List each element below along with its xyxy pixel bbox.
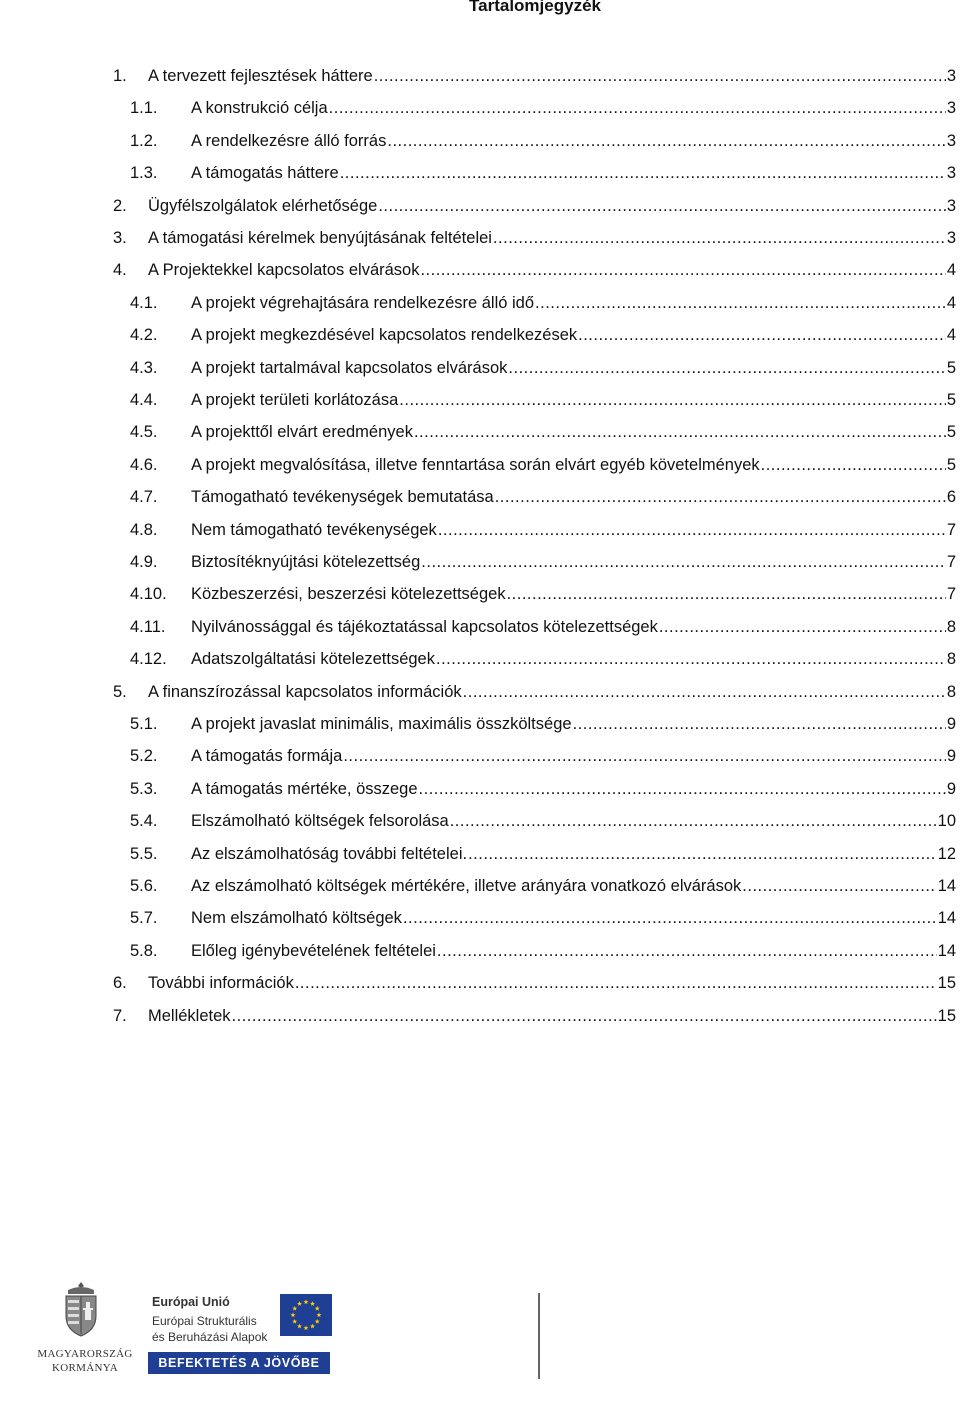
toc-entry-title: Előleg igénybevételének feltételei (191, 941, 436, 960)
toc-entry-page: 15 (937, 1006, 956, 1025)
toc-dot-leader (535, 287, 946, 319)
toc-entry-number: 4.1. (130, 293, 158, 312)
toc-entry[interactable] (0, 319, 960, 351)
toc-entry-title: Az elszámolhatóság további feltételei. (191, 844, 468, 863)
footer-divider (538, 1293, 540, 1379)
toc-entry-title: Nem támogatható tevékenységek (191, 520, 437, 539)
toc-dot-leader (232, 1000, 937, 1032)
toc-entry-body (191, 935, 956, 967)
toc-entry-body (191, 870, 956, 902)
toc-entry-number: 4.11. (130, 617, 166, 636)
toc-entry-title: A projekt megvalósítása, illetve fenntartása során elvárt egyéb követelmények (191, 455, 760, 474)
toc-entry-body (148, 60, 956, 92)
toc-entry-title: További információk (148, 974, 294, 993)
toc-entry[interactable] (0, 740, 960, 772)
toc-dot-leader (450, 805, 937, 837)
toc-entry[interactable] (0, 352, 960, 384)
toc-entry-number: 4.9. (130, 553, 158, 571)
toc-entry-body (191, 481, 956, 513)
government-name-line1: MAGYARORSZÁG (37, 1348, 133, 1360)
footer-logos (0, 1250, 960, 1405)
toc-entry[interactable] (0, 416, 960, 448)
toc-entry-number: 3. (113, 229, 127, 247)
toc-entry-page: 5 (946, 455, 956, 474)
toc-entry[interactable] (0, 449, 960, 481)
toc-entry-body (191, 805, 956, 837)
toc-entry-page: 3 (946, 229, 956, 247)
toc-entry[interactable] (0, 254, 960, 286)
toc-entry-title: A támogatás mértéke, összege (191, 779, 418, 798)
toc-entry-title: A projekt megkezdésével kapcsolatos rendelkezések (191, 326, 578, 345)
toc-entry-title: A projekt végrehajtására rendelkezésre álló idő (191, 293, 535, 312)
toc-entry-title: A támogatás formája (191, 747, 343, 766)
toc-dot-leader (329, 92, 946, 124)
toc-entry-number: 4.2. (130, 326, 158, 345)
toc-entry-page: 6 (946, 488, 956, 507)
government-name-line2: KORMÁNYA (52, 1362, 118, 1374)
toc-dot-leader (438, 514, 946, 546)
toc-entry-number: 1.3. (130, 164, 158, 183)
toc-entry-page: 7 (946, 585, 956, 604)
toc-entry-number: 4.12. (130, 650, 167, 669)
toc-entry[interactable] (0, 1000, 960, 1032)
toc-entry-title: Támogatható tevékenységek bemutatása (191, 488, 494, 507)
toc-entry[interactable] (0, 902, 960, 934)
toc-entry-number: 5.3. (130, 779, 158, 798)
toc-entry-number: 4.8. (130, 520, 158, 539)
toc-entry[interactable] (0, 870, 960, 902)
toc-entry-page: 14 (937, 941, 956, 960)
toc-entry-title: A finanszírozással kapcsolatos információk (148, 682, 462, 701)
toc-entry[interactable] (0, 546, 960, 578)
toc-entry[interactable] (0, 805, 960, 837)
toc-entry-body (191, 643, 956, 675)
toc-entry[interactable] (0, 384, 960, 416)
toc-entry-number: 1. (113, 67, 127, 85)
toc-entry-body (191, 352, 956, 384)
toc-entry-title: A projekt területi korlátozása (191, 391, 399, 409)
toc-dot-leader (414, 416, 946, 448)
eu-flag-icon (280, 1294, 332, 1336)
hungarian-coat-of-arms-icon (60, 1280, 102, 1338)
toc-entry-page: 5 (946, 358, 956, 377)
eu-funds-line2: és Beruházási Alapok (152, 1330, 268, 1344)
toc-entry-title: A tervezett fejlesztések háttere (148, 67, 373, 85)
toc-dot-leader (374, 60, 946, 92)
toc-entry-title: A projekttől elvárt eredmények (191, 423, 413, 442)
toc-entry-body (148, 190, 956, 222)
toc-entry-title: A projekt tartalmával kapcsolatos elvárások (191, 358, 508, 377)
toc-dot-leader (419, 773, 946, 805)
toc-entry-title: Mellékletek (148, 1006, 231, 1025)
toc-entry-page: 5 (946, 423, 956, 442)
toc-entry-page: 8 (946, 682, 956, 701)
toc-dot-leader (761, 449, 946, 481)
toc-entry-number: 4.6. (130, 455, 158, 474)
toc-entry-title: A Projektekkel kapcsolatos elvárások (148, 261, 420, 280)
toc-entry-page: 7 (946, 553, 956, 571)
toc-entry-title: A támogatás háttere (191, 164, 339, 183)
toc-entry-body (191, 287, 956, 319)
toc-dot-leader (659, 611, 946, 643)
toc-entry-body (191, 449, 956, 481)
toc-entry-number: 4.4. (130, 391, 158, 409)
toc-dot-leader (403, 902, 937, 934)
toc-entry-number: 4.7. (130, 488, 158, 507)
toc-dot-leader (463, 676, 946, 708)
toc-entry-number: 5.6. (130, 877, 158, 895)
toc-entry-page: 4 (946, 326, 956, 345)
toc-entry-page: 3 (946, 131, 956, 150)
toc-entry-title: A projekt javaslat minimális, maximális összköltsége (191, 715, 572, 733)
toc-dot-leader (495, 481, 946, 513)
toc-entry-body (148, 222, 956, 254)
toc-entry-body (191, 902, 956, 934)
toc-entry-title: Elszámolható költségek felsorolása (191, 812, 449, 831)
toc-entry-body (148, 676, 956, 708)
toc-entry-body (148, 1000, 956, 1032)
toc-dot-leader (295, 967, 937, 999)
eu-name: Európai Unió (152, 1295, 230, 1309)
toc-entry-page: 3 (946, 99, 956, 118)
toc-entry-page: 14 (937, 877, 956, 895)
toc-entry-number: 6. (113, 974, 127, 993)
toc-entry-title: Nyilvánossággal és tájékoztatással kapcsolatos kötelezettségek (191, 617, 658, 636)
toc-entry-number: 5.1. (130, 715, 158, 733)
toc-entry-title: Az elszámolható költségek mértékére, illetve arányára vonatkozó elvárások (191, 877, 742, 895)
toc-entry[interactable] (0, 708, 960, 740)
toc-entry-body (148, 254, 956, 286)
eu-funds-line1: Európai Strukturális (152, 1314, 257, 1328)
toc-entry-page: 5 (946, 391, 956, 409)
toc-entry-number: 1.1. (130, 99, 158, 118)
toc-entry-body (191, 740, 956, 772)
toc-entry[interactable] (0, 481, 960, 513)
toc-entry[interactable] (0, 611, 960, 643)
toc-entry[interactable] (0, 190, 960, 222)
toc-entry-number: 5. (113, 682, 127, 701)
toc-entry-body (191, 708, 956, 740)
toc-entry-number: 7. (113, 1006, 127, 1025)
toc-entry-page: 9 (946, 715, 956, 733)
toc-entry-number: 4. (113, 261, 127, 280)
toc-entry-title: Ügyfélszolgálatok elérhetősége (148, 196, 378, 215)
toc-entry[interactable] (0, 967, 960, 999)
toc-entry-number: 4.5. (130, 423, 158, 442)
toc-dot-leader (421, 546, 946, 578)
toc-entry-body (191, 92, 956, 124)
toc-entry-body (148, 967, 956, 999)
toc-dot-leader (378, 190, 946, 222)
toc-entry-body (191, 416, 956, 448)
toc-dot-leader (468, 838, 937, 870)
toc-entry-number: 1.2. (130, 131, 158, 150)
toc-entry-body (191, 611, 956, 643)
toc-dot-leader (437, 935, 937, 967)
toc-entry[interactable] (0, 60, 960, 92)
toc-entry-page: 15 (937, 974, 956, 993)
toc-entry-title: A konstrukció célja (191, 99, 328, 118)
toc-dot-leader (343, 740, 945, 772)
toc-dot-leader (399, 384, 946, 416)
toc-entry-number: 5.4. (130, 812, 158, 831)
toc-dot-leader (436, 643, 946, 675)
toc-entry-number: 2. (113, 196, 127, 215)
toc-entry-title: Biztosítéknyújtási kötelezettség (191, 553, 421, 571)
toc-entry-body (191, 773, 956, 805)
toc-entry[interactable] (0, 935, 960, 967)
toc-entry-page: 4 (946, 261, 956, 280)
toc-entry-page: 10 (937, 812, 956, 831)
toc-entry-title: A rendelkezésre álló forrás (191, 131, 387, 150)
toc-entry[interactable] (0, 643, 960, 675)
toc-entry-page: 7 (946, 520, 956, 539)
toc-entry-page: 9 (946, 779, 956, 798)
toc-entry-title: Közbeszerzési, beszerzési kötelezettségek (191, 585, 506, 604)
toc-dot-leader (578, 319, 946, 351)
toc-entry-number: 4.10. (130, 585, 167, 604)
toc-dot-leader (387, 125, 945, 157)
toc-entry[interactable] (0, 514, 960, 546)
toc-entry-page: 8 (946, 650, 956, 669)
toc-entry-body (191, 514, 956, 546)
toc-entry-body (191, 546, 956, 578)
invest-banner: BEFEKTETÉS A JÖVŐBE (148, 1352, 330, 1374)
toc-entry-number: 5.2. (130, 747, 158, 766)
toc-entry-number: 5.5. (130, 844, 158, 863)
toc-entry-title: Nem elszámolható költségek (191, 909, 402, 928)
toc-dot-leader (573, 708, 946, 740)
toc-entry-page: 9 (946, 747, 956, 766)
toc-entry-page: 3 (946, 164, 956, 183)
toc-entry[interactable] (0, 578, 960, 610)
toc-entry[interactable] (0, 773, 960, 805)
toc-dot-leader (493, 222, 946, 254)
toc-entry-title: A támogatási kérelmek benyújtásának feltételei (148, 229, 492, 247)
toc-entry-body (191, 384, 956, 416)
toc-entry-body (191, 838, 956, 870)
toc-entry[interactable] (0, 157, 960, 189)
toc-entry-page: 14 (937, 909, 956, 928)
toc-entry-page: 12 (937, 844, 956, 863)
toc-dot-leader (742, 870, 936, 902)
toc-entry[interactable] (0, 287, 960, 319)
toc-entry-number: 4.3. (130, 358, 158, 377)
toc-entry-page: 8 (946, 617, 956, 636)
toc-entry-page: 4 (946, 293, 956, 312)
toc-entry-body (191, 157, 956, 189)
toc-entry[interactable] (0, 125, 960, 157)
toc-entry[interactable] (0, 92, 960, 124)
toc-entry-body (191, 319, 956, 351)
toc-entry[interactable] (0, 838, 960, 870)
toc-entry-body (191, 578, 956, 610)
toc-entry-body (191, 125, 956, 157)
page-title: Tartalomjegyzék (469, 0, 601, 15)
toc-dot-leader (508, 352, 945, 384)
toc-entry[interactable] (0, 222, 960, 254)
toc-entry-page: 3 (946, 67, 956, 85)
toc-entry-title: Adatszolgáltatási kötelezettségek (191, 650, 435, 669)
toc-dot-leader (507, 578, 946, 610)
toc-entry-number: 5.8. (130, 941, 158, 960)
toc-entry-number: 5.7. (130, 909, 158, 928)
toc-dot-leader (340, 157, 946, 189)
toc-dot-leader (420, 254, 945, 286)
toc-entry[interactable] (0, 676, 960, 708)
toc-entry-page: 3 (946, 196, 956, 215)
